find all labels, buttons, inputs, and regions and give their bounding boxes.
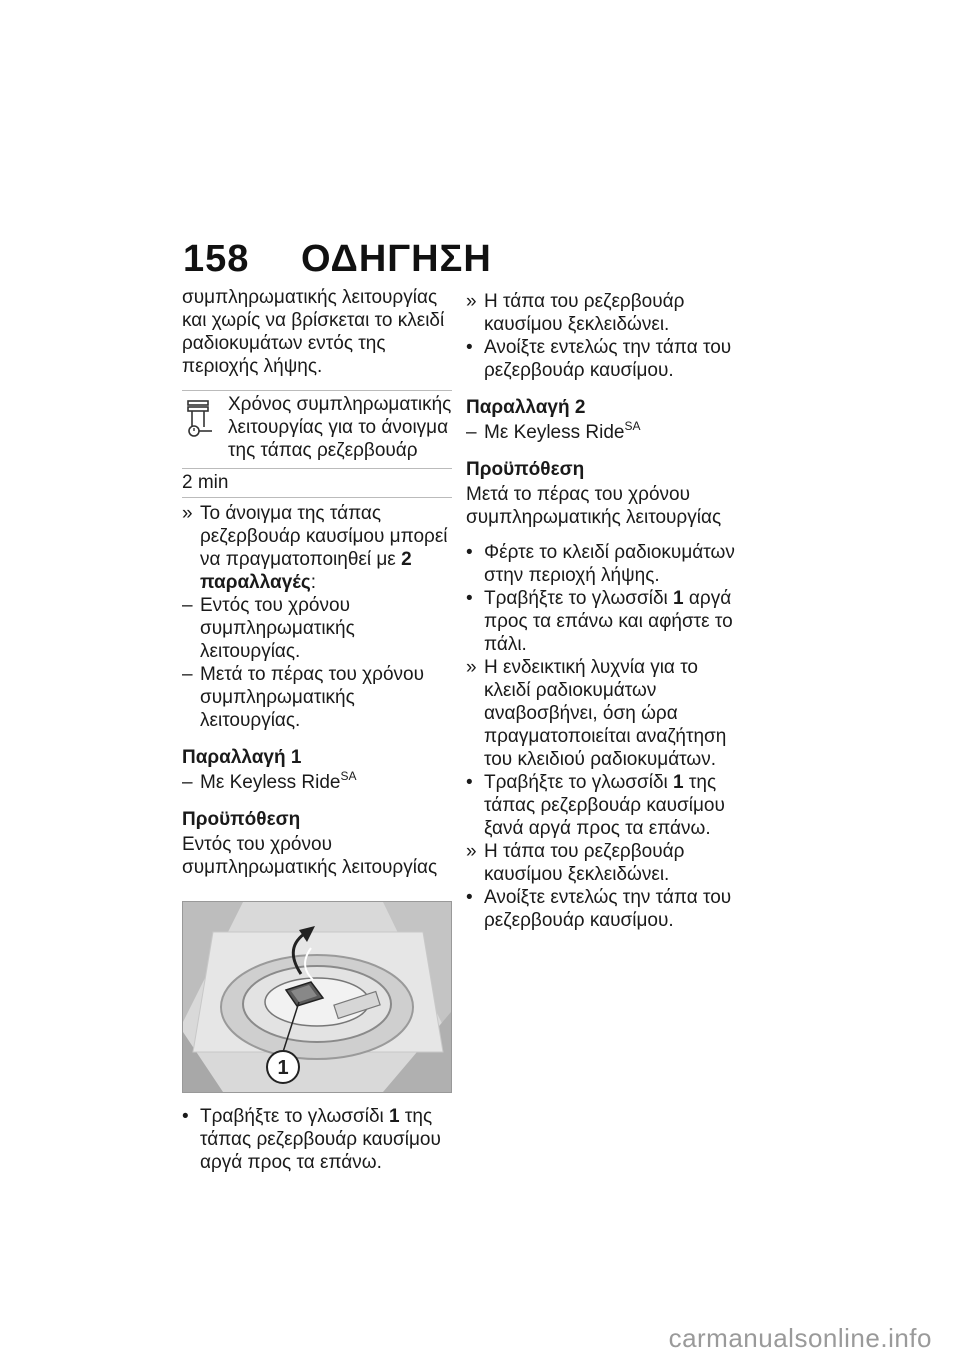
- section-title: ΟΔΗΓΗΣΗ: [300, 238, 492, 280]
- bullet-mark: •: [466, 887, 473, 908]
- info-box: [182, 390, 452, 498]
- result-item: » Η ενδεικτική λυχνία για το κλειδί ραδιοκυμάτων αναβοσβήνει, όση ώρα πραγματοποιείται αναζήτηση του κλειδιού ραδιοκυμάτων.: [466, 657, 727, 770]
- variant-2-title: Παραλλαγή 2: [466, 397, 586, 418]
- dash-mark: –: [182, 772, 193, 793]
- dash-item: – Με Keyless Ride$^{SA}$: [466, 419, 641, 443]
- dash-mark: –: [466, 422, 477, 443]
- prerequisite-text: Μετά το πέρας του χρόνου συμπληρωματικής λειτουργίας: [466, 484, 722, 528]
- result-item: » Η τάπα του ρεζερβουάρ καυσίμου ξεκλειδώνει.: [466, 841, 685, 885]
- fuel-cap-illustration: [183, 902, 451, 1092]
- right-column: [466, 290, 736, 932]
- info-text: Χρόνος συμπληρωματικής λειτουργίας για το άνοιγμα της τάπας ρεζερβουάρ: [228, 394, 452, 461]
- prerequisite-title: Προϋπόθεση: [182, 809, 301, 830]
- bullet-item: • Ανοίξτε εντελώς την τάπα του ρεζερβουάρ καυσίμου.: [466, 887, 732, 931]
- page-number: 158: [183, 238, 250, 280]
- dash-item: – Με Keyless Ride$^{SA}$: [182, 769, 357, 793]
- bullet-mark: •: [466, 337, 473, 358]
- variant-1-title: Παραλλαγή 1: [182, 747, 302, 768]
- bullet-item: • Τραβήξτε το γλωσσίδι 1 αργά προς τα επάνω και αφήστε το πάλι.: [466, 588, 733, 655]
- dash-item: – Εντός του χρόνου συμπληρωματικής λειτουργίας.: [182, 595, 355, 662]
- info-row: [182, 391, 452, 468]
- bullet-mark: •: [466, 542, 473, 563]
- bullet-mark: •: [466, 772, 473, 793]
- bullet-item: • Ανοίξτε εντελώς την τάπα του ρεζερβουάρ καυσίμου.: [466, 337, 732, 381]
- result-mark: »: [182, 503, 193, 524]
- result-mark: »: [466, 841, 477, 862]
- prerequisite-title: Προϋπόθεση: [466, 459, 585, 480]
- bullet-mark: •: [466, 588, 473, 609]
- bullet-item: • Φέρτε το κλειδί ραδιοκυμάτων στην περιοχή λήψης.: [466, 542, 735, 586]
- bullet-item: • Τραβήξτε το γλωσσίδι 1 της τάπας ρεζερβουάρ καυσίμου ξανά αργά προς τα επάνω.: [466, 772, 725, 839]
- result-mark: »: [466, 657, 477, 678]
- dash-item: – Μετά το πέρας του χρόνου συμπληρωματικής λειτουργίας.: [182, 664, 424, 731]
- result-item: » Η τάπα του ρεζερβουάρ καυσίμου ξεκλειδώνει.: [466, 291, 685, 335]
- dash-mark: –: [182, 664, 193, 685]
- info-value: 2 min: [182, 468, 452, 498]
- result-item: » Το άνοιγμα της τάπας ρεζερβουάρ καυσίμου μπορεί να πραγματοποιηθεί με 2 παραλλαγές:: [182, 503, 448, 593]
- page-header: [183, 238, 492, 281]
- intro-paragraph: συμπληρωματικής λειτουργίας και χωρίς να βρίσκεται το κλειδί ραδιοκυμάτων εντός της περιοχής λήψης.: [182, 287, 445, 377]
- fuel-cap-figure: [182, 901, 452, 1093]
- dash-mark: –: [182, 595, 193, 616]
- figure-callout-label: 1: [277, 1057, 289, 1079]
- fuel-cap-timer-icon: [182, 397, 222, 441]
- prerequisite-text: Εντός του χρόνου συμπληρωματικής λειτουργίας: [182, 834, 438, 878]
- watermark-site: carmanualsonline.info: [668, 1323, 932, 1353]
- bullet-item: • Τραβήξτε το γλωσσίδι 1 της τάπας ρεζερβουάρ καυσίμου αργά προς τα επάνω.: [182, 1106, 441, 1173]
- result-mark: »: [466, 291, 477, 312]
- left-column: [182, 286, 452, 1174]
- bullet-mark: •: [182, 1106, 189, 1127]
